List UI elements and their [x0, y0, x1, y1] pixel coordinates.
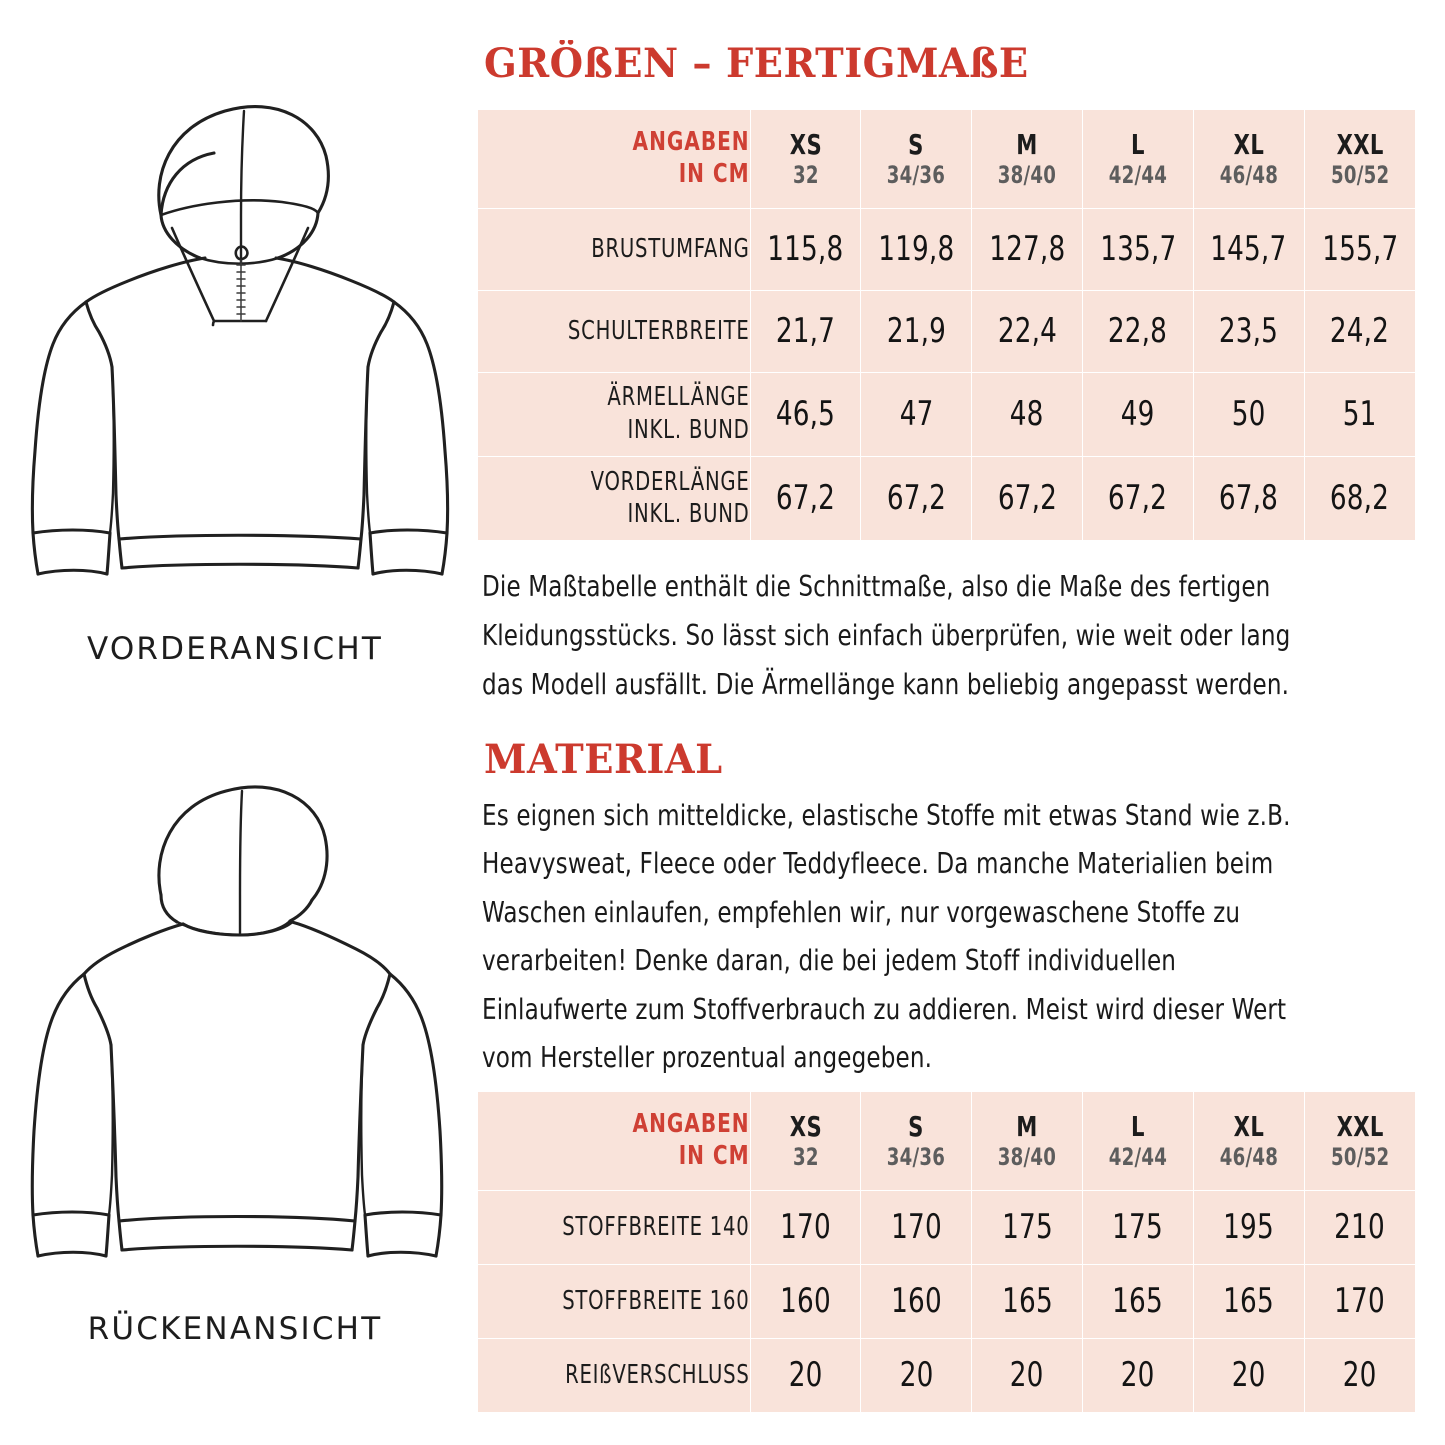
value-cell: 20	[861, 1338, 972, 1412]
column-header-xxl: XXL 50/52	[1304, 1092, 1415, 1190]
value-cell: 170	[1304, 1264, 1415, 1338]
column-header-m: M 38/40	[972, 110, 1083, 208]
row-label-stoffbreite-140: STOFFBREITE 140	[478, 1190, 750, 1264]
column-header-xs: XS 32	[750, 110, 861, 208]
value-cell: 135,7	[1083, 208, 1194, 290]
value-cell: 210	[1304, 1190, 1415, 1264]
content-column	[478, 0, 1423, 1445]
value-cell: 119,8	[861, 208, 972, 290]
value-cell: 170	[861, 1190, 972, 1264]
column-header-xl: XL 46/48	[1193, 110, 1304, 208]
column-header-s: S 34/36	[861, 1092, 972, 1190]
value-cell: 47	[861, 372, 972, 456]
material-heading: MATERIAL	[484, 736, 723, 783]
row-label-aermellaenge: ÄRMELLÄNGE INKL. BUND	[478, 372, 750, 456]
row-label-reissverschluss: REIßVERSCHLUSS	[478, 1338, 750, 1412]
column-header-m: M 38/40	[972, 1092, 1083, 1190]
value-cell: 145,7	[1193, 208, 1304, 290]
front-view-block	[0, 55, 470, 666]
column-header-xxl: XXL 50/52	[1304, 110, 1415, 208]
column-header-l: L 42/44	[1083, 110, 1194, 208]
table-header-row	[478, 1092, 1415, 1190]
finished-measurements-table	[478, 110, 1415, 540]
value-cell: 160	[750, 1264, 861, 1338]
value-cell: 67,2	[1083, 456, 1194, 540]
value-cell: 23,5	[1193, 290, 1304, 372]
table-row	[478, 290, 1415, 372]
column-header-l: L 42/44	[1083, 1092, 1194, 1190]
value-cell: 67,2	[972, 456, 1083, 540]
sizes-heading: GRÖßEN – FERTIGMAßE	[484, 40, 1029, 87]
table-corner-label: ANGABEN IN CM	[478, 1092, 750, 1190]
value-cell: 67,2	[861, 456, 972, 540]
value-cell: 22,4	[972, 290, 1083, 372]
value-cell: 195	[1193, 1190, 1304, 1264]
value-cell: 49	[1083, 372, 1194, 456]
value-cell: 20	[972, 1338, 1083, 1412]
value-cell: 127,8	[972, 208, 1083, 290]
value-cell: 22,8	[1083, 290, 1194, 372]
value-cell: 24,2	[1304, 290, 1415, 372]
row-label-brustumfang: BRUSTUMFANG	[478, 208, 750, 290]
row-label-stoffbreite-160: STOFFBREITE 160	[478, 1264, 750, 1338]
value-cell: 20	[1083, 1338, 1194, 1412]
column-header-s: S 34/36	[861, 110, 972, 208]
value-cell: 160	[861, 1264, 972, 1338]
value-cell: 170	[750, 1190, 861, 1264]
value-cell: 68,2	[1304, 456, 1415, 540]
value-cell: 115,8	[750, 208, 861, 290]
hoodie-front-icon	[20, 55, 450, 630]
material-note-paragraph: Es eignen sich mitteldicke, elastische Stoffe mit etwas Stand wie z.B. Heavysweat, Fleece oder Teddyfleece. Da manche Materialien beim Waschen einlaufen, empfehlen wir, nur vorgewaschene Stoffe zu verarbeiten! Denke daran, die bei jedem Stoff individuellen Einlaufwerte zum Stoffverbrauch zu addieren. Meist wird dieser Wert vom Hersteller prozentual angegeben.	[482, 799, 1291, 1075]
value-cell: 165	[1193, 1264, 1304, 1338]
value-cell: 48	[972, 372, 1083, 456]
value-cell: 165	[972, 1264, 1083, 1338]
value-cell: 46,5	[750, 372, 861, 456]
table-row	[478, 456, 1415, 540]
value-cell: 67,8	[1193, 456, 1304, 540]
value-cell: 20	[1193, 1338, 1304, 1412]
value-cell: 20	[750, 1338, 861, 1412]
table-row	[478, 1190, 1415, 1264]
table-row	[478, 372, 1415, 456]
column-header-xl: XL 46/48	[1193, 1092, 1304, 1190]
table-row	[478, 1338, 1415, 1412]
table-header-row	[478, 110, 1415, 208]
value-cell: 51	[1304, 372, 1415, 456]
fabric-requirements-table	[478, 1092, 1415, 1412]
back-view-caption: RÜCKENANSICHT	[87, 1311, 383, 1347]
value-cell: 175	[1083, 1190, 1194, 1264]
column-header-xs: XS 32	[750, 1092, 861, 1190]
value-cell: 155,7	[1304, 208, 1415, 290]
value-cell: 21,7	[750, 290, 861, 372]
value-cell: 67,2	[750, 456, 861, 540]
sizes-note-paragraph: Die Maßtabelle enthält die Schnittmaße, also die Maße des fertigen Kleidungsstücks. So lässt sich einfach überprüfen, wie weit oder lang das Modell ausfällt. Die Ärmellänge kann beliebig angepasst werden.	[482, 570, 1291, 702]
illustration-column	[0, 0, 470, 1445]
value-cell: 165	[1083, 1264, 1194, 1338]
value-cell: 20	[1304, 1338, 1415, 1412]
value-cell: 50	[1193, 372, 1304, 456]
table-row	[478, 1264, 1415, 1338]
back-view-block	[0, 735, 470, 1346]
row-label-schulterbreite: SCHULTERBREITE	[478, 290, 750, 372]
value-cell: 175	[972, 1190, 1083, 1264]
hoodie-back-icon	[20, 735, 450, 1310]
table-row	[478, 208, 1415, 290]
value-cell: 21,9	[861, 290, 972, 372]
row-label-vorderlaenge: VORDERLÄNGE INKL. BUND	[478, 456, 750, 540]
table-corner-label: ANGABEN IN CM	[478, 110, 750, 208]
front-view-caption: VORDERANSICHT	[86, 631, 384, 667]
